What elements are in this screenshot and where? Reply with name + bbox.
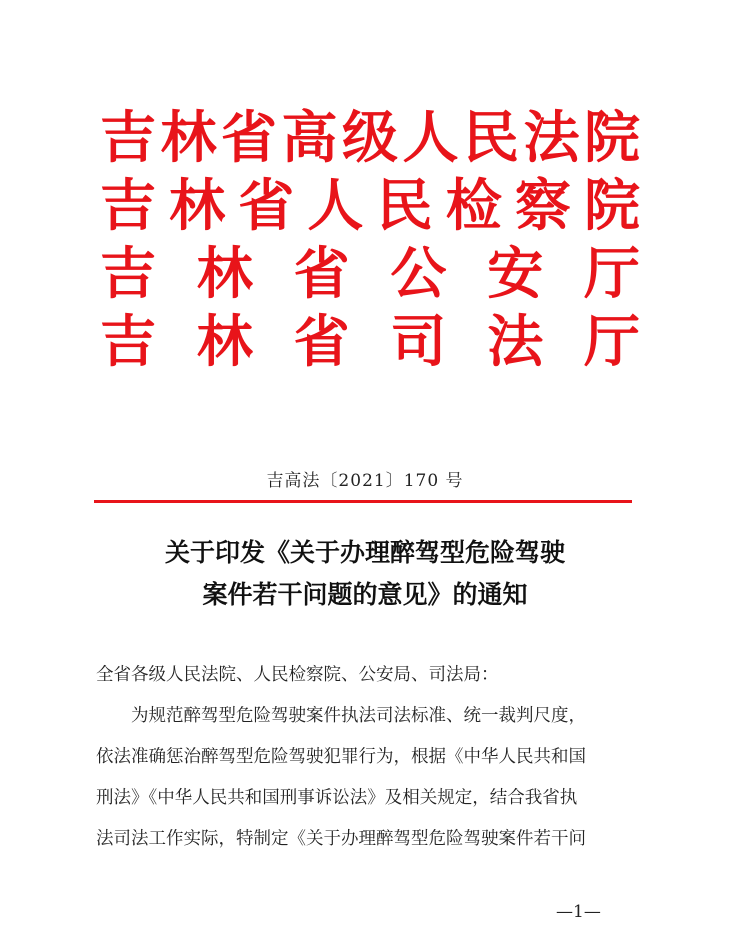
header-char: 省 [238,173,295,239]
header-char: 省 [293,241,350,307]
body-line: 刑法》《中华人民共和国刑事诉讼法》及相关规定，结合我省执 [96,788,578,808]
header-char: 民 [463,105,519,171]
body-line: 依法准确惩治醉驾型危险驾驶犯罪行为，根据《中华人民共和国 [96,747,586,767]
header-char: 法 [487,309,544,375]
header-line-public-security [100,240,640,308]
header-line-justice [100,308,640,376]
red-divider [94,500,632,503]
document-title [0,532,730,616]
header-char: 法 [523,105,580,171]
header-char: 吉 [100,105,156,171]
header-char: 高 [281,105,338,171]
issuing-agencies-header [100,104,640,376]
header-char: 林 [169,173,226,239]
header-char: 林 [160,105,217,171]
header-char: 级 [342,105,398,171]
header-char: 察 [514,173,571,239]
header-line-court [100,104,640,172]
header-char: 吉 [100,173,156,239]
body-line: 为规范醉驾型危险驾驶案件执法司法标准、统一裁判尺度， [131,706,586,726]
header-char: 林 [196,309,253,375]
header-char: 人 [307,173,364,239]
header-char: 安 [487,241,544,307]
header-char: 司 [390,309,447,375]
header-char: 厅 [583,241,640,307]
header-char: 吉 [100,241,156,307]
title-line: 案件若干问题的意见》的通知 [202,580,528,609]
header-char: 民 [376,173,433,239]
header-char: 省 [293,309,350,375]
header-char: 林 [196,241,253,307]
header-char: 院 [584,105,640,171]
page-number: —1— [556,902,601,922]
title-line: 关于印发《关于办理醉驾型危险驾驶 [164,538,565,567]
document-number: 吉高法〔2021〕170 号 [266,471,464,491]
salutation: 全省各级人民法院、人民检察院、公安局、司法局： [96,665,499,685]
body-line: 法司法工作实际，特制定《关于办理醉驾型危险驾驶案件若干问 [96,829,586,849]
header-char: 吉 [100,309,156,375]
header-char: 公 [390,241,447,307]
header-char: 省 [221,105,277,171]
document-body [96,655,636,860]
header-line-procuratorate [100,172,640,240]
header-char: 人 [402,105,459,171]
header-char: 厅 [583,309,640,375]
header-char: 检 [445,173,502,239]
header-char: 院 [583,173,640,239]
